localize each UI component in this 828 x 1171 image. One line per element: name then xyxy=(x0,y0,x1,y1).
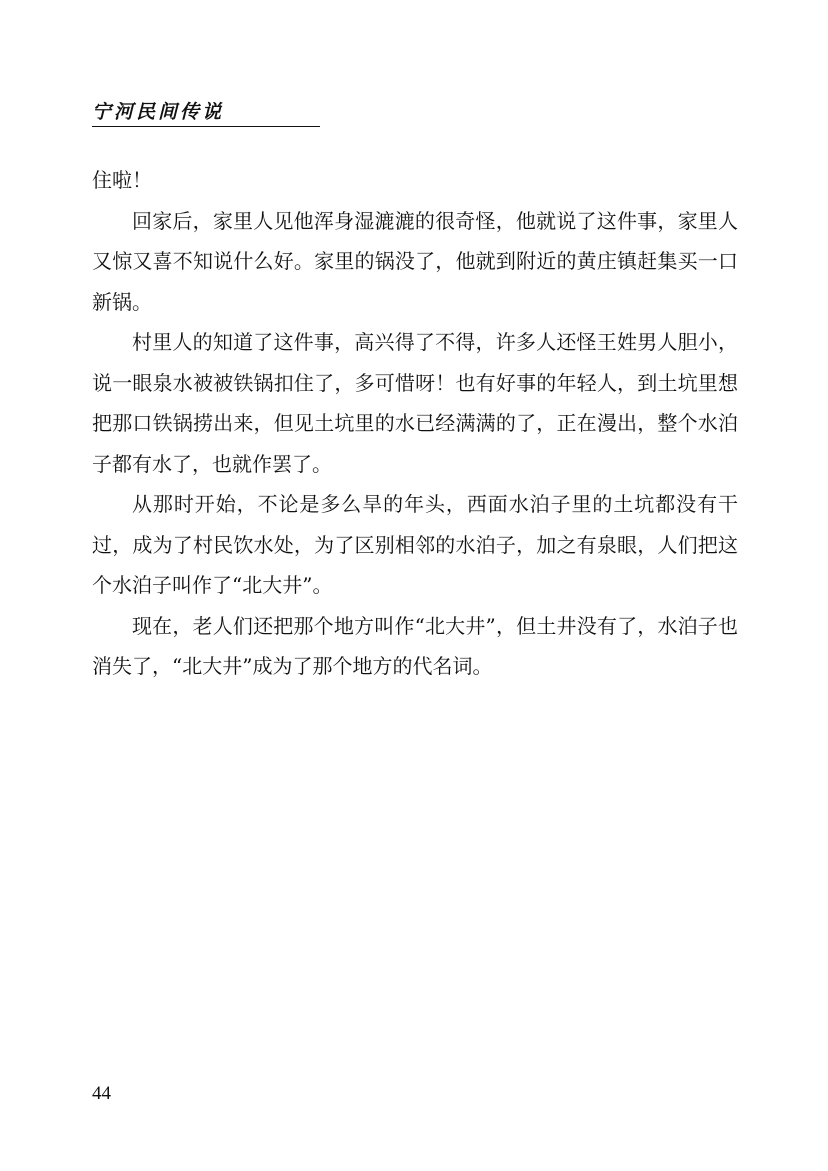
paragraph-3: 村里人的知道了这件事，高兴得了不得，许多人还怪王姓男人胆小，说一眼泉水被被铁锅扣住了，多可惜呀！也有好事的年轻人，到土坑里想把那口铁锅捞出来，但见土坑里的水已经满满的了，正在漫出，整个水泊子都有水了，也就作罢了。 xyxy=(92,330,738,476)
body-text xyxy=(92,160,738,687)
book-title: 宁河民间传说 xyxy=(92,101,225,123)
paragraph-5: 现在，老人们还把那个地方叫作“北大井”，但土井没有了，水泊子也消失了，“北大井”成为了那个地方的代名词。 xyxy=(92,613,738,678)
page-number: 44 xyxy=(92,1083,111,1104)
paragraph-4: 从那时开始，不论是多么旱的年头，西面水泊子里的土坑都没有干过，成为了村民饮水处，为了区别相邻的水泊子，加之有泉眼，人们把这个水泊子叫作了“北大井”。 xyxy=(92,492,738,597)
paragraph-2: 回家后，家里人见他浑身湿漉漉的很奇怪，他就说了这件事，家里人又惊又喜不知说什么好。家里的锅没了，他就到附近的黄庄镇赶集买一口新锅。 xyxy=(92,208,738,314)
paragraph-1: 住啦！ xyxy=(92,168,152,192)
running-header xyxy=(92,100,320,127)
